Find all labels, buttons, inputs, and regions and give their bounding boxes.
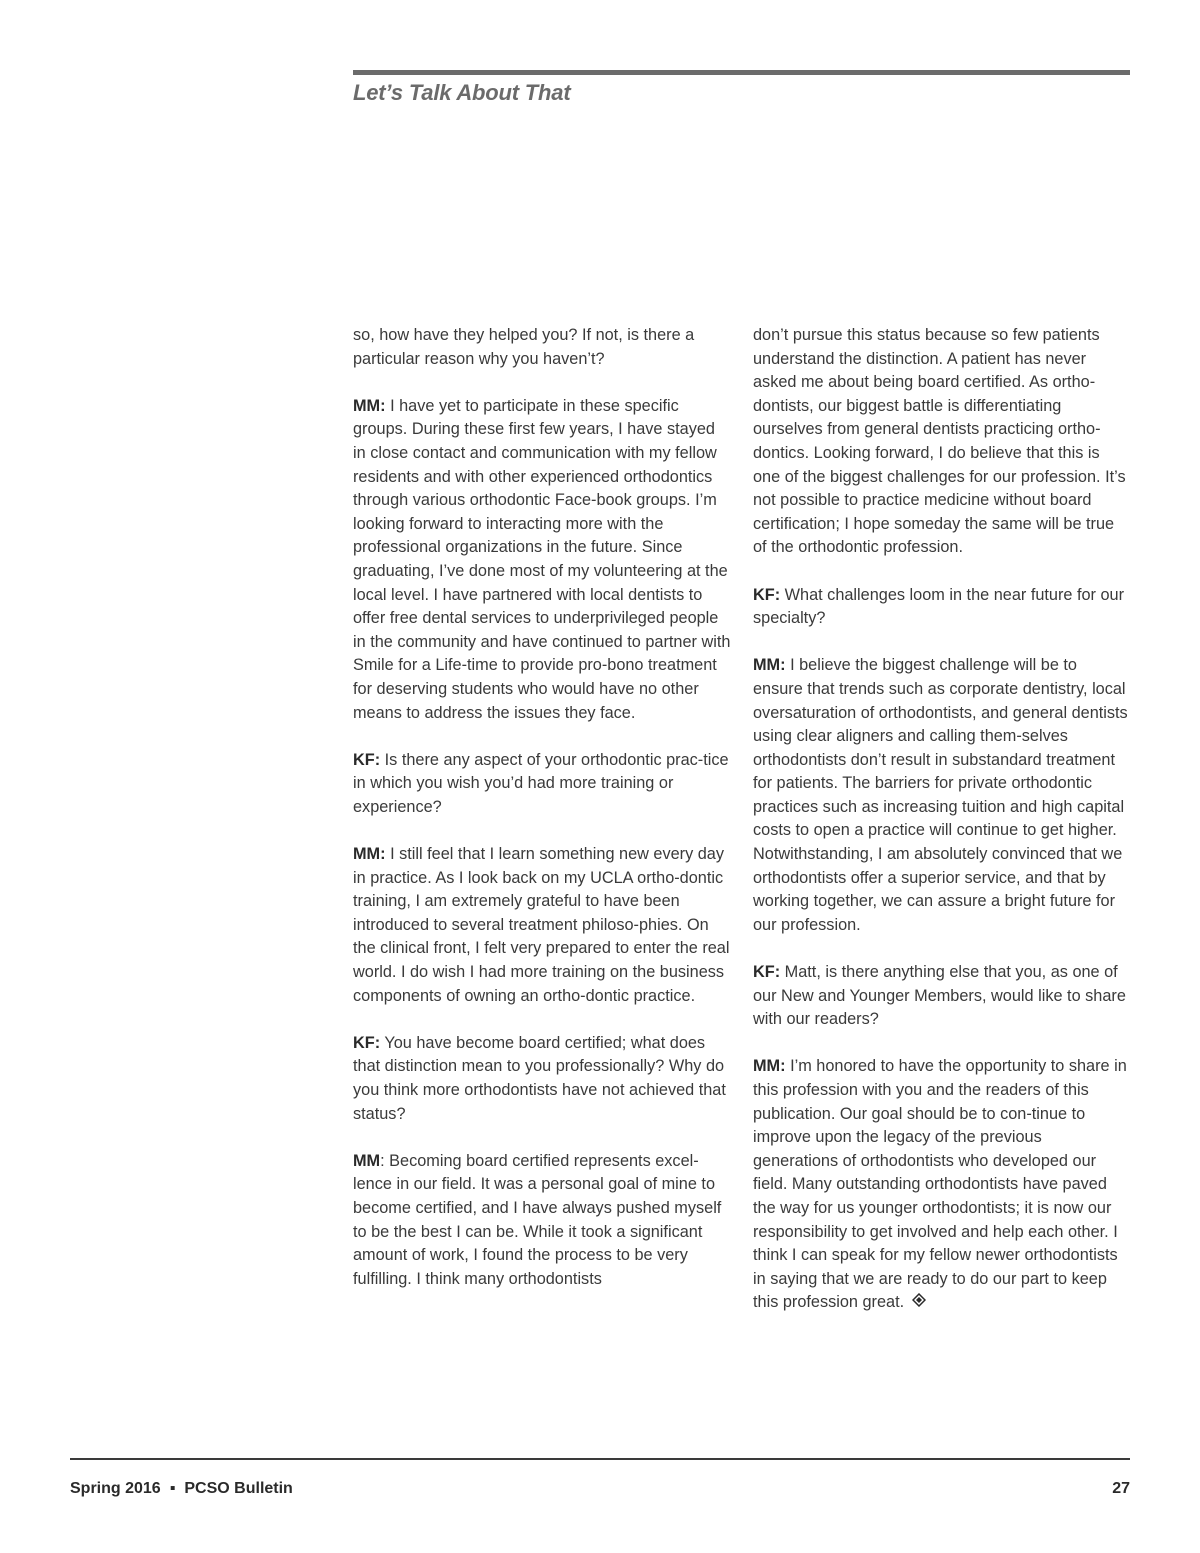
paragraph [753, 1055, 1131, 1315]
header-rule [353, 70, 1130, 75]
footer-rule [70, 1458, 1130, 1460]
paragraph-text: Is there any aspect of your orthodontic prac-tice in which you wish you’d had more training or experience? [353, 750, 729, 816]
paragraph [353, 749, 731, 820]
separator-icon: ▪ [169, 1480, 176, 1497]
paragraph [353, 843, 731, 1008]
paragraph-text: : Becoming board certified represents excel-lence in our field. It was a personal goal of mine to become certified, and I have always pushed myself to be the best I can be. While it took a significant amount of work, I found the process to be very fulfilling. I think many orthodontists [353, 1151, 722, 1288]
speaker-label: MM: [753, 1057, 786, 1076]
bulletin-label: PCSO Bulletin [184, 1480, 293, 1497]
speaker-label: MM: [353, 845, 386, 864]
speaker-label: MM: [753, 656, 786, 675]
speaker-label: KF: [753, 585, 781, 604]
diamond-end-mark-icon [912, 1291, 926, 1315]
footer-publication [70, 1480, 293, 1498]
paragraph [753, 654, 1131, 937]
speaker-label: KF: [753, 963, 781, 982]
paragraph-text: You have become board certified; what does that distinction mean to you professionally? Why do you think more orthodontists have not achieved that status? [353, 1033, 726, 1123]
section-title: Let’s Talk About That [353, 80, 571, 105]
right-column [753, 324, 1131, 1339]
speaker-label: KF: [353, 1033, 381, 1052]
page-number: 27 [1112, 1480, 1130, 1497]
paragraph-text: I’m honored to have the opportunity to share in this profession with you and the readers of this publication. Our goal should be to con-tinue to improve upon the legacy of the previous generations of orthodontists who developed our field. Many outstanding orthodontists have paved the way for us younger orthodontists; it is now our responsibility to get involved and help each other. I think I can speak for my fellow newer orthodontists in saying that we are ready to do our part to keep this profession great. [753, 1057, 1127, 1312]
speaker-label: MM [353, 1151, 381, 1170]
paragraph [753, 961, 1131, 1032]
paragraph-text: I still feel that I learn something new every day in practice. As I look back on my UCLA ortho-dontic training, I am extremely grateful to have been introduced to several treatment philoso-phies. On the clinical front, I felt very prepared to enter the real world. I do wish I had more training on the business components of owning an ortho-dontic practice. [353, 845, 730, 1005]
paragraph-text: What challenges loom in the near future for our specialty? [753, 585, 1125, 628]
issue-label: Spring 2016 [70, 1480, 161, 1497]
left-column [353, 324, 731, 1315]
paragraph-text: I have yet to participate in these specific groups. During these first few years, I have stayed in close contact and communication with my fellow residents and with other experienced orthodontics through various orthodontic Face-book groups. I’m looking forward to interacting more with the professional organizations in the future. Since graduating, I’ve done most of my volunteering at the local level. I have partnered with local dentists to offer free dental services to underprivileged people in the community and have continued to partner with Smile for a Life-time to provide pro-bono treatment for deserving students who would have no other means to address the issues they face. [353, 396, 731, 722]
paragraph [353, 1032, 731, 1126]
paragraph: so, how have they helped you? If not, is there a particular reason why you haven’t? [353, 326, 695, 368]
paragraph [753, 584, 1131, 631]
paragraph: don’t pursue this status because so few patients understand the distinction. A patient has never asked me about being board certified. As ortho-dontists, our biggest battle is differentiating ourselves from general dentists practicing ortho-dontics. Looking forward, I do believe that this is one of the biggest challenges for our profession. It’s not possible to practice medicine without board certification; I hope someday the same will be true of the orthodontic profession. [753, 326, 1126, 557]
speaker-label: MM: [353, 396, 386, 415]
paragraph-text: I believe the biggest challenge will be to ensure that trends such as corporate dentistry, local oversaturation of orthodontists, and general dentists using clear aligners and calling them-selves orthodontists don’t result in substandard treatment for patients. The barriers for private orthodontic practices such as increasing tuition and high capital costs to open a practice will continue to get higher. Notwithstanding, I am absolutely convinced that we orthodontists offer a superior service, and that by working together, we can assure a bright future for our profession. [753, 656, 1128, 934]
paragraph-text: Matt, is there anything else that you, as one of our New and Younger Members, would like to share with our readers? [753, 963, 1126, 1029]
speaker-label: KF: [353, 750, 381, 769]
paragraph [353, 395, 731, 725]
paragraph [353, 1150, 731, 1292]
